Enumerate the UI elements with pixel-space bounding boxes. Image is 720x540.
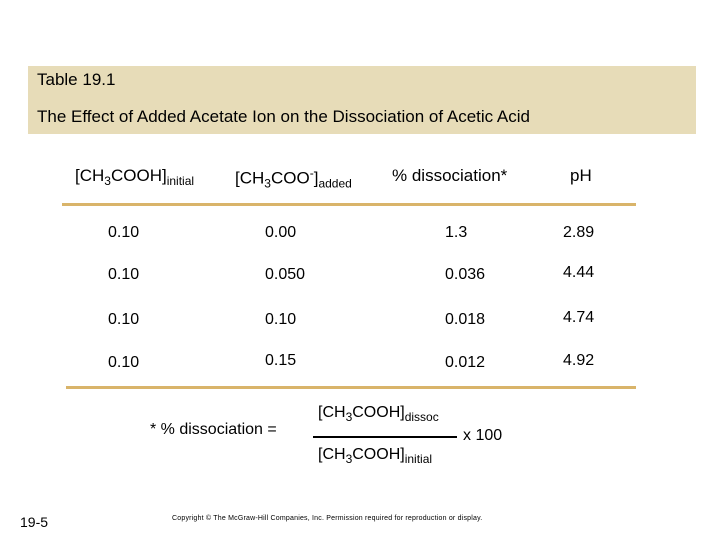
column-header-initial-acid: $[CH_3COOH]_{initial}$ [75,166,195,188]
cell-added-acetate: 0.15 [265,352,297,369]
cell-ph: 2.89 [563,224,595,241]
copyright-notice: Copyright © The McGraw-Hill Companies, Inc. Permission required for reproduction or display. [172,515,483,522]
cell-dissociation: 1.3 [445,224,468,241]
table-header-band [28,66,696,134]
cell-added-acetate: 0.00 [265,224,297,241]
footer-rule [66,386,636,389]
multiplier-text: x 100 [463,427,503,444]
slide-number: 19-5 [20,514,49,530]
cell-initial-acid: 0.10 [108,266,140,283]
table-label: Table 19.1 [37,70,116,89]
cell-dissociation: 0.036 [445,266,486,283]
cell-initial-acid: 0.10 [108,354,140,371]
fraction-bar [313,436,457,438]
column-header-dissociation: % dissociation* [392,166,508,185]
fraction-denominator: $[CH_3COOH]_{initial}$ [318,446,433,466]
table-title: The Effect of Added Acetate Ion on the Dissociation of Acetic Acid [37,107,530,126]
cell-added-acetate: 0.050 [265,266,306,283]
cell-ph: 4.92 [563,352,595,369]
cell-initial-acid: 0.10 [108,311,140,328]
cell-ph: 4.44 [563,264,595,281]
header-rule [62,203,636,206]
footnote-label: * % dissociation = [150,421,277,438]
cell-dissociation: 0.018 [445,311,486,328]
column-header-added-acetate: $[CH_3COO^-]_{added}$ [235,166,352,191]
cell-initial-acid: 0.10 [108,224,140,241]
cell-dissociation: 0.012 [445,354,486,371]
column-header-ph: pH [570,166,592,185]
cell-added-acetate: 0.10 [265,311,297,328]
fraction-numerator: $[CH_3COOH]_{dissoc}$ [318,404,439,424]
cell-ph: 4.74 [563,309,595,326]
